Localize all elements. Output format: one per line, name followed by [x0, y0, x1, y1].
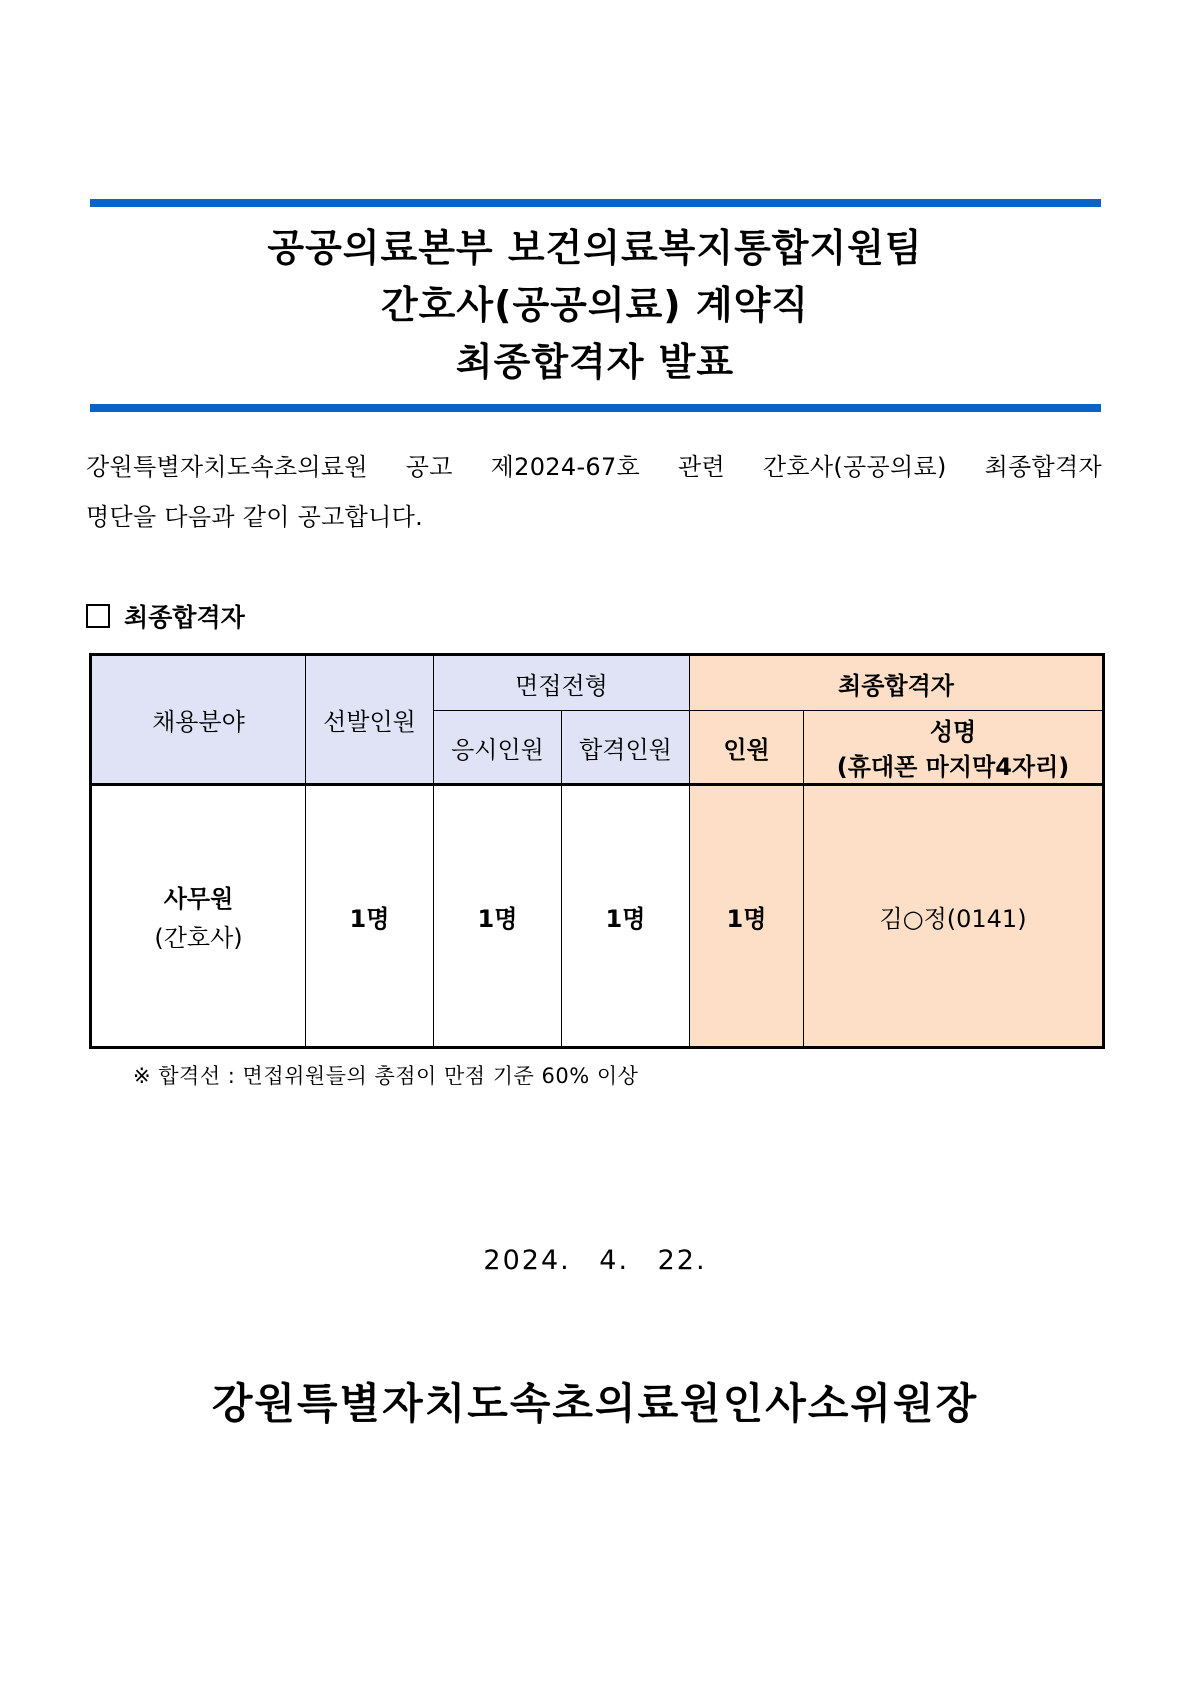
- table-row: [91, 785, 1104, 1048]
- cell-count: 1명: [690, 785, 804, 1048]
- intro-line-2: 명단을 다음과 같이 공고합니다.: [86, 503, 424, 531]
- bottom-blue-rule: [90, 404, 1101, 412]
- cell-passed: 1명: [562, 785, 690, 1048]
- header-final: 최종합격자: [690, 655, 1104, 711]
- header-name-line-1: 성명: [929, 718, 977, 746]
- cell-field-line-1: 사무원: [163, 885, 234, 913]
- header-applicants: 응시인원: [434, 711, 562, 785]
- final-results-table: [89, 653, 1105, 1049]
- title-line-3: 최종합격자 발표: [455, 340, 735, 384]
- announcement-date: 2024. 4. 22.: [483, 1245, 707, 1276]
- section-heading: [86, 598, 245, 634]
- pass-criteria-note: ※ 합격선 : 면접위원들의 총점이 만점 기준 60% 이상: [133, 1064, 639, 1088]
- title-line-2: 간호사(공공의료) 계약직: [380, 283, 810, 327]
- cell-name: 김○정(0141): [804, 785, 1104, 1048]
- checkbox-square-icon: [86, 604, 110, 628]
- cell-field: [91, 785, 306, 1048]
- cell-selection: 1명: [306, 785, 434, 1048]
- header-name-line-2: (휴대폰 마지막4자리): [836, 753, 1070, 781]
- header-field: 채용분야: [91, 655, 306, 785]
- section-heading-label: 최종합격자: [124, 603, 245, 632]
- cell-field-line-2: (간호사): [154, 924, 243, 952]
- top-blue-rule: [90, 199, 1101, 207]
- header-passed: 합격인원: [562, 711, 690, 785]
- header-name: [804, 711, 1104, 785]
- title-line-1: 공공의료본부 보건의료복지통합지원팀: [267, 226, 923, 270]
- issuer-name: 강원특별자치도속초의료원인사소위원장: [211, 1379, 979, 1428]
- header-count: 인원: [690, 711, 804, 785]
- table-header-row-1: [91, 655, 1104, 711]
- header-selection: 선발인원: [306, 655, 434, 785]
- cell-applicants: 1명: [434, 785, 562, 1048]
- header-interview: 면접전형: [434, 655, 690, 711]
- intro-line-1: 강원특별자치도속초의료원 공고 제2024-67호 관련 간호사(공공의료) 최종합격자: [86, 453, 1102, 481]
